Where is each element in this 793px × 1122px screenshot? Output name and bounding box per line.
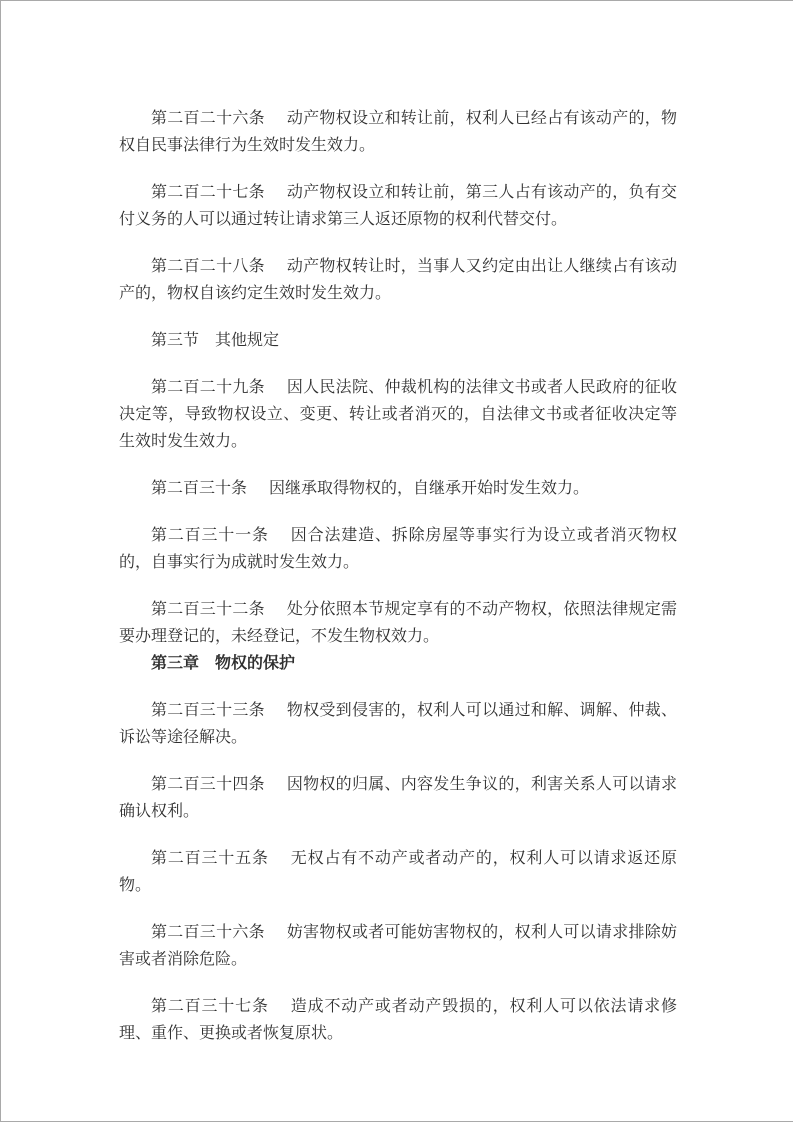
section-heading xyxy=(119,327,677,354)
article-number: 第二百二十七条 xyxy=(151,184,265,201)
article-number: 第二百三十四条 xyxy=(151,776,265,793)
article-paragraph xyxy=(119,374,677,455)
article-text: 物权受到侵害的，权利人可以通过和解、调解、仲裁、诉讼等途径解决。 xyxy=(119,702,677,746)
chapter-title: 物权的保护 xyxy=(215,655,296,672)
chapter-number: 第三章 xyxy=(151,655,200,672)
article-number: 第二百二十九条 xyxy=(151,379,265,396)
section-number: 第三节 xyxy=(151,332,200,349)
article-text: 动产物权设立和转让前，权利人已经占有该动产的，物权自民事法律行为生效时发生效力。 xyxy=(119,110,677,154)
article-paragraph xyxy=(119,596,677,650)
section-title: 其他规定 xyxy=(215,332,280,349)
article-paragraph xyxy=(119,845,677,899)
article-paragraph xyxy=(119,105,677,159)
article-text: 动产物权设立和转让前，第三人占有该动产的，负有交付义务的人可以通过转让请求第三人返还原物的权利代替交付。 xyxy=(119,184,677,228)
article-paragraph xyxy=(119,475,677,502)
article-text: 妨害物权或者可能妨害物权的，权利人可以请求排除妨害或者消除危险。 xyxy=(119,924,677,968)
article-paragraph xyxy=(119,771,677,825)
article-paragraph xyxy=(119,993,677,1047)
article-paragraph xyxy=(119,919,677,973)
article-text: 造成不动产或者动产毁损的，权利人可以依法请求修理、重作、更换或者恢复原状。 xyxy=(119,998,677,1042)
article-paragraph xyxy=(119,253,677,307)
article-paragraph xyxy=(119,697,677,751)
article-number: 第二百三十条 xyxy=(151,480,248,497)
article-text: 因物权的归属、内容发生争议的，利害关系人可以请求确认权利。 xyxy=(119,776,677,820)
article-number: 第二百三十三条 xyxy=(151,702,265,719)
article-text: 因继承取得物权的，自继承开始时发生效力。 xyxy=(269,480,590,497)
article-paragraph xyxy=(119,522,677,576)
article-text: 因人民法院、仲裁机构的法律文书或者人民政府的征收决定等，导致物权设立、变更、转让或者消灭的，自法律文书或者征收决定等生效时发生效力。 xyxy=(119,379,677,450)
article-paragraph xyxy=(119,179,677,233)
article-text: 处分依照本节规定享有的不动产物权，依照法律规定需要办理登记的，未经登记，不发生物权效力。 xyxy=(119,601,677,645)
article-number: 第二百三十五条 xyxy=(151,850,269,867)
article-number: 第二百三十七条 xyxy=(151,998,269,1015)
article-number: 第二百三十二条 xyxy=(151,601,265,618)
article-text: 无权占有不动产或者动产的，权利人可以请求返还原物。 xyxy=(119,850,677,894)
document-body xyxy=(119,1,677,1047)
article-number: 第二百二十八条 xyxy=(151,258,265,275)
article-number: 第二百三十一条 xyxy=(151,527,269,544)
article-text: 因合法建造、拆除房屋等事实行为设立或者消灭物权的，自事实行为成就时发生效力。 xyxy=(119,527,677,571)
article-text: 动产物权转让时，当事人又约定由出让人继续占有该动产的，物权自该约定生效时发生效力。 xyxy=(119,258,677,302)
article-number: 第二百二十六条 xyxy=(151,110,265,127)
article-number: 第二百三十六条 xyxy=(151,924,265,941)
chapter-heading xyxy=(119,650,677,677)
